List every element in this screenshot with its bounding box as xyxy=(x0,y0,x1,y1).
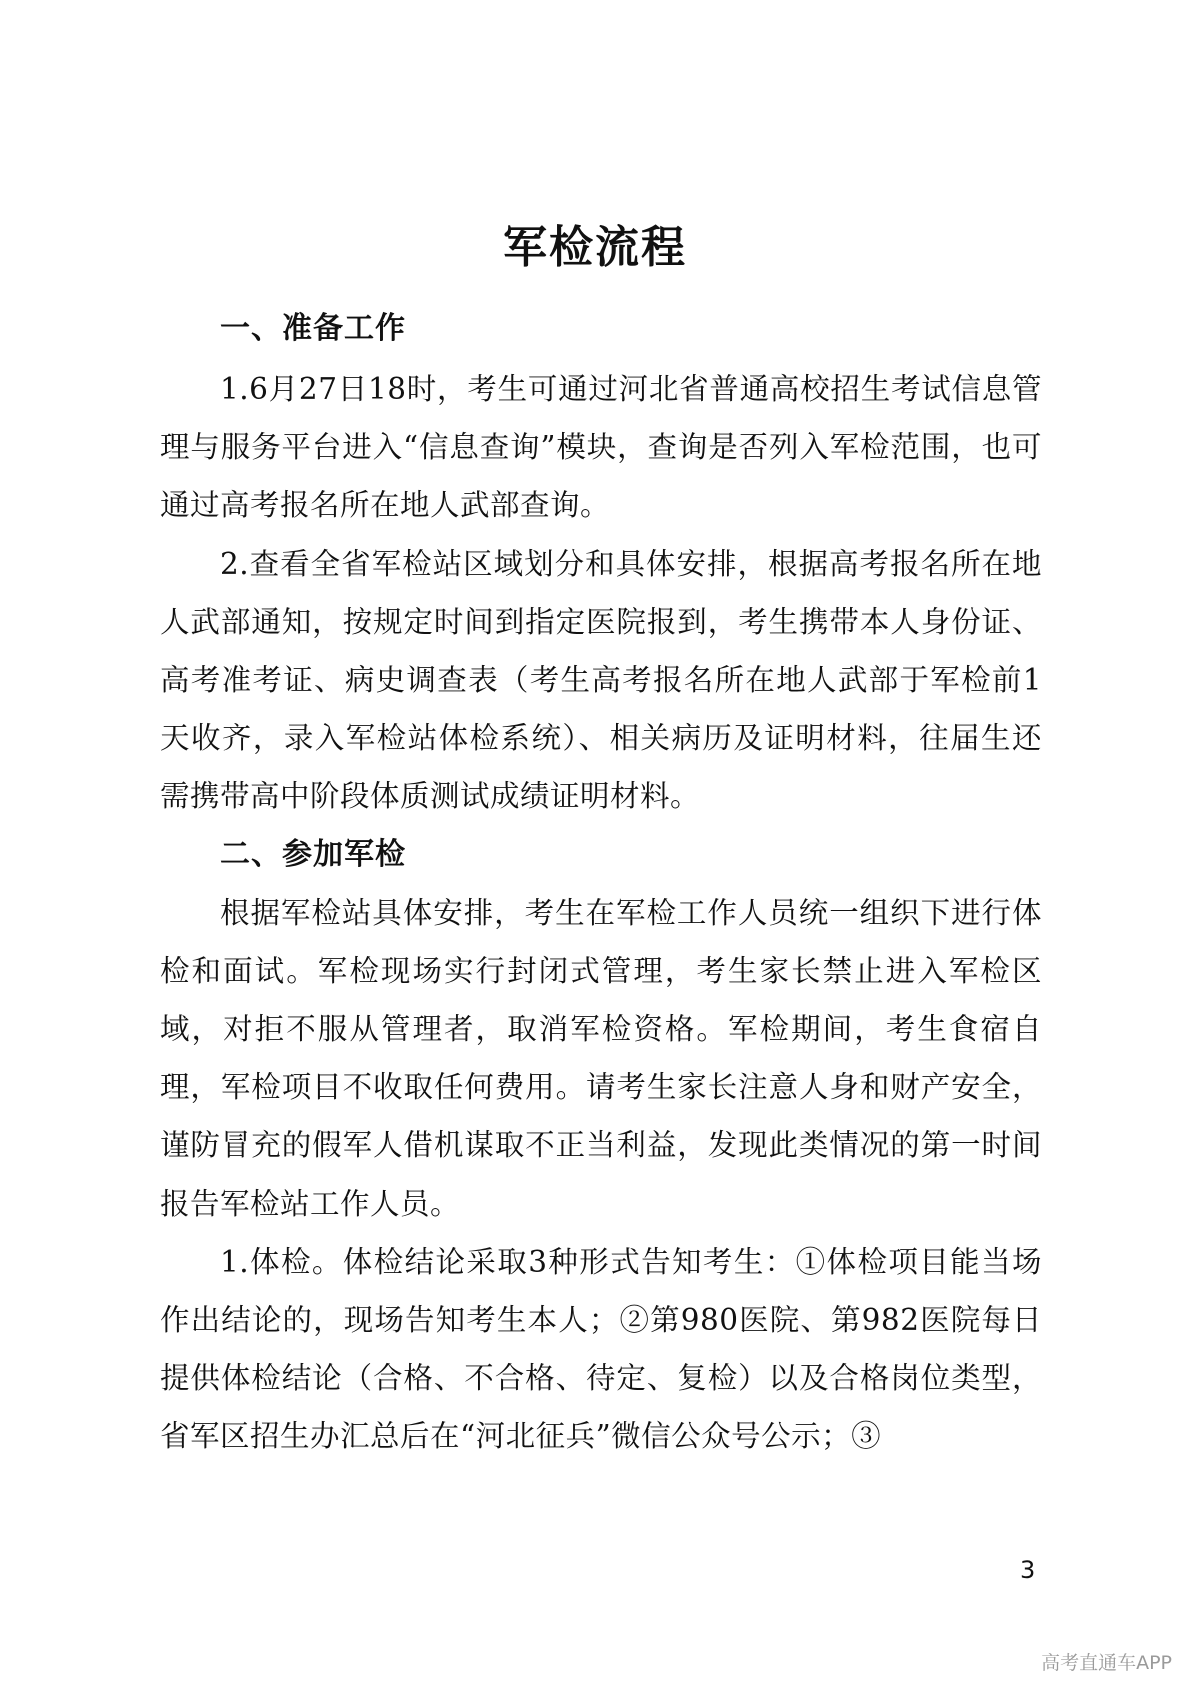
paragraph-query: 1.6月27日18时，考生可通过河北省普通高校招生考试信息管理与服务平台进入“信息查询”模块，查询是否列入军检范围，也可通过高考报名所在地人武部查询。 xyxy=(160,372,1042,523)
paragraph-arrangement: 根据军检站具体安排，考生在军检工作人员统一组织下进行体检和面试。军检现场实行封闭式管理，考生家长禁止进入军检区域，对拒不服从管理者，取消军检资格。军检期间，考生食宿自理，军检项目不收取任何费用。请考生家长注意人身和财产安全，谨防冒充的假军人借机谋取不正当利益，发现此类情况的第一时间报告军检站工作人员。 xyxy=(160,895,1042,1221)
section-heading-preparation: 一、准备工作 xyxy=(220,311,406,346)
document-body xyxy=(160,300,1042,1466)
paragraph-report: 2.查看全省军检站区域划分和具体安排，根据高考报名所在地人武部通知，按规定时间到指定医院报到，考生携带本人身份证、高考准考证、病史调查表（考生高考报名所在地人武部于军检前1天收齐，录入军检站体检系统）、相关病历及证明材料，往届生还需携带高中阶段体质测试成绩证明材料。 xyxy=(160,546,1042,814)
paragraph-physical-exam: 1.体检。体检结论采取3种形式告知考生：①体检项目能当场作出结论的，现场告知考生本人；②第980医院、第982医院每日提供体检结论（合格、不合格、待定、复检）以及合格岗位类型，省军区招生办汇总后在“河北征兵”微信公众号公示；③ xyxy=(160,1244,1042,1454)
watermark: 高考直通车APP xyxy=(1041,1652,1172,1674)
document-title: 军检流程 xyxy=(503,222,687,273)
page-number: 3 xyxy=(1020,1556,1036,1584)
section-heading-participate: 二、参加军检 xyxy=(220,836,406,872)
